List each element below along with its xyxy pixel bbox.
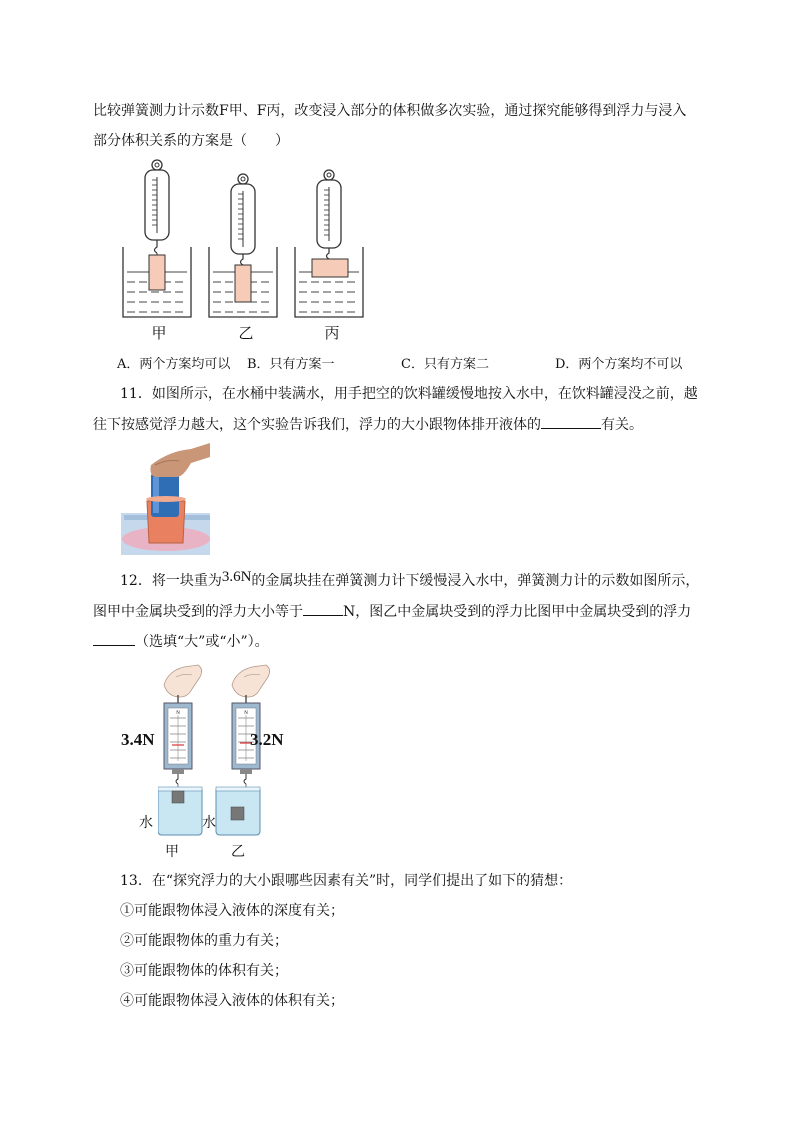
q10-text-line1: 比较弹簧测力计示数F甲、F丙，改变浸入部分的体积做多次实验，通过探究能够得到浮力与浸入 [93, 103, 687, 119]
q12-weight-value: 3.6N [221, 569, 252, 585]
q11-answer-blank[interactable] [541, 414, 601, 429]
q10-spring-scale-figure [115, 155, 375, 345]
q12-reading-right: 3.2N [250, 730, 284, 749]
q13-guess-2: ②可能跟物体的重力有关； [120, 933, 288, 949]
q12-label-jia: 甲 [165, 844, 179, 860]
q12-spring-scale-figure [158, 663, 288, 843]
q11-text-line1: 11．如图所示，在水桶中装满水，用手把空的饮料罐缓慢地按入水中，在饮料罐浸没之前，越 [120, 386, 698, 402]
q12-line2-before: 图甲中金属块受到的浮力大小等于 [93, 604, 303, 620]
spring-scale-yi [231, 174, 255, 265]
beaker-bing [295, 247, 363, 317]
q13-guess-1: ①可能跟物体浸入液体的深度有关； [120, 903, 344, 919]
q12-line1-after: 的金属块挂在弹簧测力计下缓慢浸入水中，弹簧测力计的示数如图所示， [251, 573, 700, 589]
q12-label-yi: 乙 [231, 844, 245, 860]
q12-answer-blank-2[interactable] [93, 631, 135, 646]
q12-reading-left: 3.4N [121, 730, 155, 749]
q12-water-label-right: 水 [202, 815, 216, 831]
spring-scale-jia [145, 160, 169, 255]
q10-option-b: B．只有方案一 [247, 357, 335, 372]
q11-can-in-water-photo [121, 443, 210, 555]
q10-text-line2: 部分体积关系的方案是（ ） [93, 133, 289, 149]
q13-guess-4: ④可能跟物体浸入液体的体积有关； [120, 993, 344, 1009]
q13-intro: 13．在“探究浮力的大小跟哪些因素有关”时，同学们提出了如下的猜想： [120, 873, 573, 889]
q10-label-jia: 甲 [151, 324, 167, 342]
q12-line1-before: 12．将一块重为 [120, 573, 222, 589]
q12-text-line1 [120, 571, 699, 591]
right-scale-unit: N [244, 711, 248, 716]
q11-line2-after: 有关。 [601, 417, 643, 433]
q12-text-line2 [93, 601, 691, 622]
q10-option-d: D．两个方案均不可以 [555, 357, 683, 372]
q10-option-a: A．两个方案均可以 [117, 357, 231, 372]
q12-line3-text: （选填“大”或“小”）。 [135, 634, 269, 650]
beaker-jia [123, 247, 191, 317]
q10-label-yi: 乙 [238, 324, 254, 342]
q12-line2-after: N，图乙中金属块受到的浮力比图甲中金属块受到的浮力 [343, 604, 692, 620]
q12-text-line3 [93, 631, 269, 652]
spring-scale-bing [317, 170, 341, 259]
left-scale-unit: N [176, 711, 180, 716]
q11-text-line2 [93, 414, 643, 435]
q10-label-bing: 丙 [324, 324, 340, 342]
q12-water-label-left: 水 [139, 815, 153, 831]
q10-option-c: C．只有方案二 [401, 357, 489, 372]
q11-line2-before: 往下按感觉浮力越大，这个实验告诉我们，浮力的大小跟物体排开液体的 [93, 417, 541, 433]
q12-answer-blank-1[interactable] [303, 601, 343, 616]
q13-guess-3: ③可能跟物体的体积有关； [120, 963, 288, 979]
